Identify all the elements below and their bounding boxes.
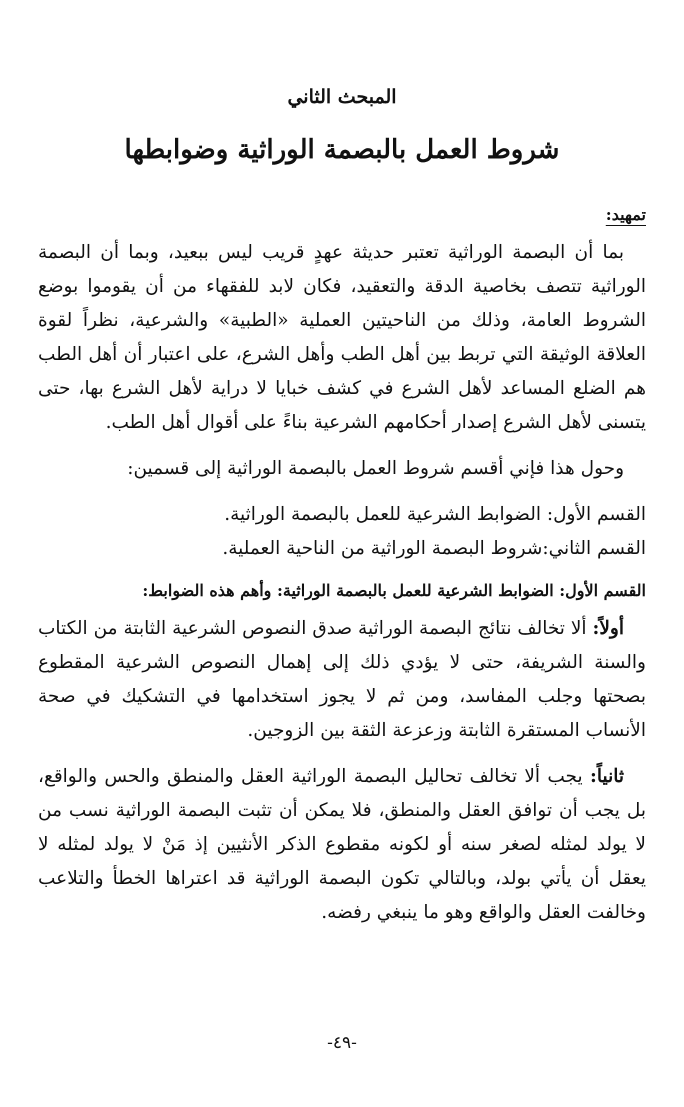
intro-paragraph: بما أن البصمة الوراثية تعتبر حديثة عهدٍ قريب ليس ببعيد، وبما أن البصمة الوراثية تتصف بخاصية الدقة والتعقيد، فكان لابد للفقهاء من أن يقوموا بوضع الشروط العامة، وذلك من الناحيتين العملية «الطبية» والشرعية، نظراً لقوة العلاقة الوثيقة التي تربط بين أهل الطب وأهل الشرع، على اعتبار أن أهل الطب هم الضلع المساعد لأهل الشرع في كشف خبايا لا دراية لأهل الشرع بها، حتى يتسنى لأهل الشرع إصدار أحكامهم الشرعية بناءً على أقوال أهل الطب. <box>38 242 646 433</box>
division-paragraph: وحول هذا فإني أقسم شروط العمل بالبصمة الوراثية إلى قسمين: <box>127 458 624 479</box>
spacer <box>38 748 646 760</box>
second-condition-text: يجب ألا تخالف تحاليل البصمة الوراثية العقل والمنطق والحس والواقع، بل يجب أن توافق العقل والمنطق، فلا يمكن أن تثبت البصمة الوراثية نسب من لا يولد لمثله لصغر سنه أو لكونه مقطوع الذكر الأنثيين إذ مَنْ لا يولد لمثله لا يعقل أن يأتي بولد، وبالتالي تكون البصمة الوراثية قد اعتراها الخطأ والتلاعب وخالفت العقل والواقع وهو ما ينبغي رفضه. <box>38 766 646 923</box>
first-condition-lead: أولاً: <box>592 618 624 639</box>
spacer <box>38 486 646 498</box>
first-condition-paragraph <box>38 612 646 748</box>
section-title: شروط العمل بالبصمة الوراثية وضوابطها <box>124 135 560 165</box>
first-condition-text: ألا تخالف نتائج البصمة الوراثية صدق النصوص الشرعية الثابتة من الكتاب والسنة الشريفة، حتى لا يؤدي ذلك إلى إهمال النصوص الشرعية المقطوع بصحتها وجلب المفاسد، ومن ثم لا يجوز استخدامها في التشكيك في صحة الأنساب المستقرة الثابتة وزعزعة الثقة بين الزوجين. <box>38 618 646 741</box>
page-number: -٤٩- <box>327 1033 357 1053</box>
part-one-heading: القسم الأول: الضوابط الشرعية للعمل بالبصمة الوراثية: وأهم هذه الضوابط: <box>142 581 646 600</box>
part-one-line: القسم الأول: الضوابط الشرعية للعمل بالبصمة الوراثية. <box>224 504 646 525</box>
intro-heading: تمهيد: <box>605 205 646 224</box>
spacer <box>38 566 646 578</box>
section-number: المبحث الثاني <box>287 86 397 108</box>
second-condition-lead: ثانياً: <box>590 766 624 787</box>
second-condition-paragraph <box>38 760 646 930</box>
spacer <box>38 440 646 452</box>
part-two-line: القسم الثاني:شروط البصمة الوراثية من الناحية العملية. <box>222 538 646 559</box>
